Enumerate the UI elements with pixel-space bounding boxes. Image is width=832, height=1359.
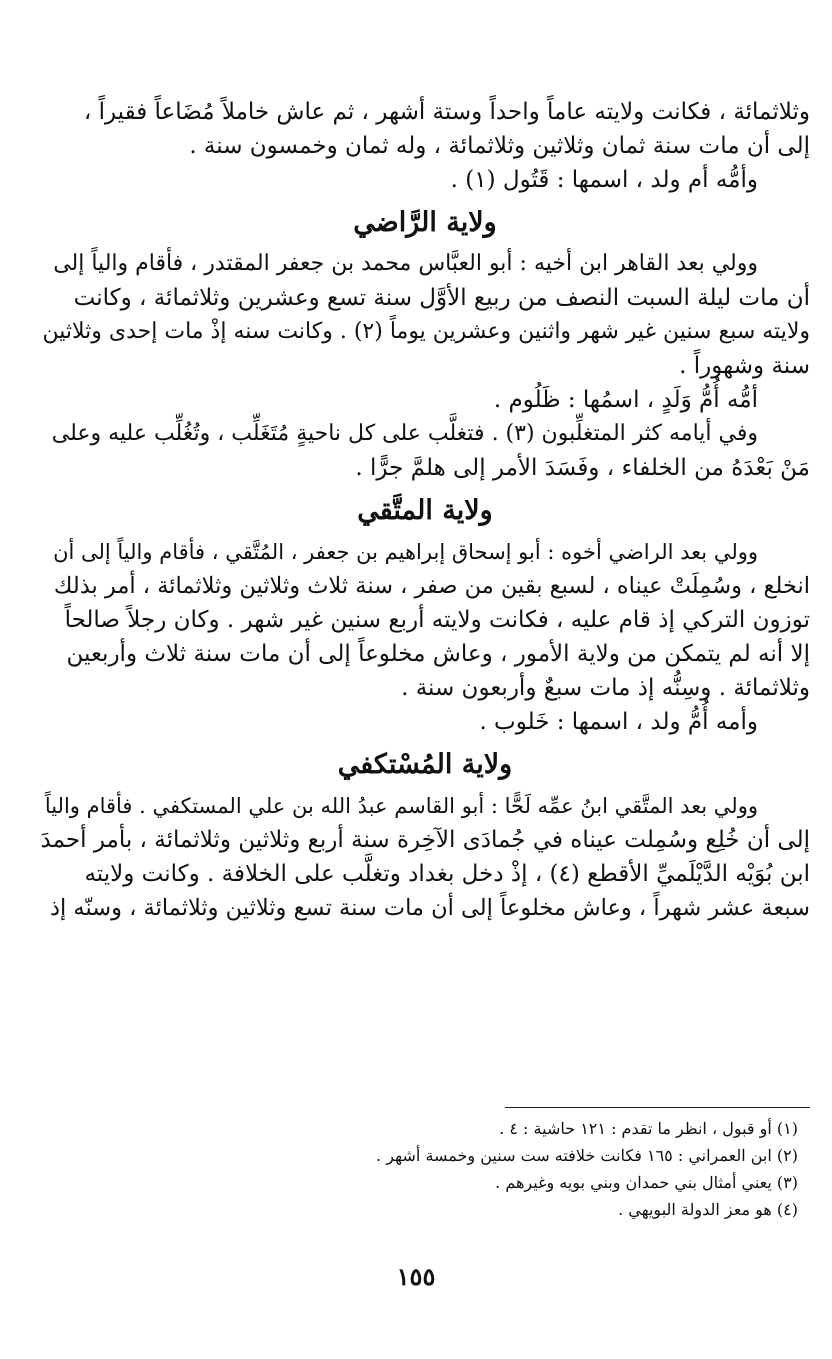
footnote-divider xyxy=(505,1107,810,1108)
text-line: وأمُّه أم ولد ، اسمها : قَتُول (١) . xyxy=(450,167,758,193)
footnotes xyxy=(238,1115,798,1223)
page-number: ١٥٥ xyxy=(396,1262,436,1291)
text-line: وفي أيامه كثر المتغلِّبون (٣) . فتغلَّب على كل ناحيةٍ مُتَغَلِّب ، وتُغُلِّب عليه وعلى xyxy=(51,421,758,446)
text-line: ابن بُوَيْه الدَّيْلَميِّ الأقطع (٤) ، إذْ دخل بغداد وتغلَّب على الخلافة . وكانت ولايته xyxy=(84,861,810,887)
footnote-3: (٣) يعني أمثال بني حمدان وبني بويه وغيرهم . xyxy=(495,1173,798,1192)
text-line: إلا أنه لم يتمكن من ولاية الأمور ، وعاش مخلوعاً إلى أن مات سنة ثلاث وأربعين xyxy=(66,641,810,667)
text-line: توزون التركي إذ قام عليه ، فكانت ولايته أربع سنين غير شهر . وكان رجلاً صالحاً xyxy=(64,607,810,633)
text-line: مَنْ بَعْدَهُ من الخلفاء ، وفَسَدَ الأمر إلى هلمَّ جرًّا . xyxy=(355,455,810,481)
text-line: وولي بعد المتَّقي ابنُ عمِّه لَحًّا : أبو القاسم عبدُ الله بن علي المستكفي . فأقام والياً xyxy=(44,794,758,818)
text-line: إلى أن خُلِع وسُمِلت عيناه في جُمادَى الآخِرة سنة أربع وثلاثين وثلاثمائة ، بأمر أحمدَ xyxy=(40,827,810,853)
footnote-2: (٢) ابن العمراني : ١٦٥ فكانت خلافته ست سنين وخمسة أشهر . xyxy=(376,1146,798,1165)
text-line: ولايته سبع سنين غير شهر واثنين وعشرين يوماً (٢) . وكانت سنه إذْ مات إحدى وثلاثين xyxy=(42,319,810,344)
section-heading-radi: ولاية الرَّاضي xyxy=(353,207,497,238)
text-line: سنة وشهوراً . xyxy=(679,353,810,379)
section-heading-muttaqi: ولاية المتَّقي xyxy=(357,495,493,526)
text-line: وولي بعد القاهر ابن أخيه : أبو العبَّاس محمد بن جعفر المقتدر ، فأقام والياً إلى xyxy=(53,251,758,276)
text-line: وأمه أُمُّ ولد ، اسمها : خَلوب . xyxy=(479,709,758,735)
section-heading-mustakfi: ولاية المُسْتكفي xyxy=(337,749,513,780)
text-line: وثلاثمائة . وسِنُّه إذ مات سبعٌ وأربعون سنة . xyxy=(401,675,810,701)
text-line: أن مات ليلة السبت النصف من ربيع الأوَّل سنة تسع وعشرين وثلاثمائة ، وكانت xyxy=(73,285,810,311)
text-line: وولي بعد الراضي أخوه : أبو إسحاق إبراهيم بن جعفر ، المُتَّقي ، فأقام والياً إلى أن xyxy=(53,540,758,564)
text-line: أمُّه أُمُّ وَلَدٍ ، اسمُها : ظَلُوم . xyxy=(493,387,758,413)
footnote-4: (٤) هو معز الدولة البويهي . xyxy=(618,1200,798,1219)
text-line: وثلاثمائة ، فكانت ولايته عاماً واحداً وستة أشهر ، ثم عاش خاملاً مُضَاعاً فقيراً ، xyxy=(83,99,810,125)
footnote-1: (١) أو قبول ، انظر ما تقدم : ١٢١ حاشية : ٤ . xyxy=(499,1119,798,1138)
text-line: سبعة عشر شهراً ، وعاش مخلوعاً إلى أن مات سنة تسع وثلاثين وثلاثمائة ، وسنّه إذ xyxy=(49,895,810,921)
text-line: انخلع ، وسُمِلَتْ عيناه ، لسبع بقين من صفر ، سنة ثلاث وثلاثين وثلاثمائة ، أمر بذلك xyxy=(53,573,810,599)
text-line: إلى أن مات سنة ثمان وثلاثين وثلاثمائة ، وله ثمان وخمسون سنة . xyxy=(189,133,810,159)
main-text xyxy=(40,95,810,925)
